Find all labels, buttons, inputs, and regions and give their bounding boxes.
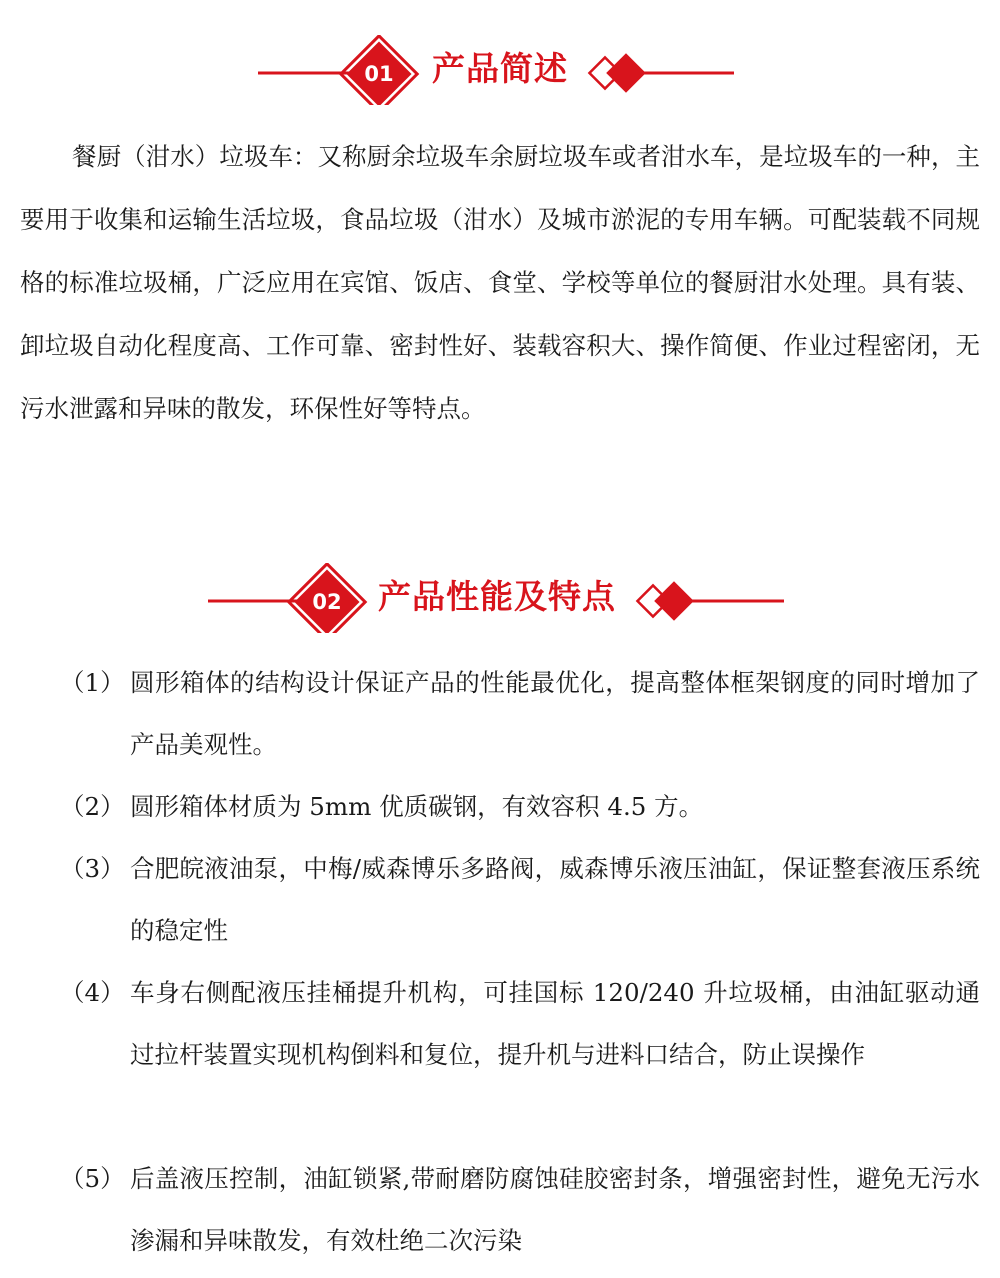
feature-number: （1） (60, 668, 125, 697)
section-number: 01 (364, 62, 394, 86)
section-header-1 (0, 35, 1000, 105)
feature-text: 合肥皖液油泵，中梅/威森博乐多路阀，威森博乐液压油缸，保证整套液压系统的稳定性 (130, 854, 980, 945)
feature-text: 车身右侧配液压挂桶提升机构，可挂国标 120/240 升垃圾桶，由油缸驱动通过拉杆装置实现机构倒料和复位，提升机与进料口结合，防止误操作 (130, 978, 980, 1069)
section-title: 产品简述 (432, 49, 568, 88)
feature-number: （3） (60, 854, 125, 883)
section-title: 产品性能及特点 (378, 577, 616, 616)
feature-number: （2） (60, 792, 125, 821)
intro-paragraph (20, 125, 980, 440)
feature-text: 圆形箱体材质为 5mm 优质碳钢，有效容积 4.5 方。 (130, 792, 704, 821)
section-number: 02 (312, 590, 342, 614)
feature-number: （4） (60, 978, 125, 1007)
feature-text: 后盖液压控制，油缸锁紧,带耐磨防腐蚀硅胶密封条，增强密封性，避免无污水渗漏和异味散发，有效杜绝二次污染 (130, 1164, 980, 1255)
feature-number: （5） (60, 1164, 125, 1193)
feature-text: 圆形箱体的结构设计保证产品的性能最优化，提高整体框架钢度的同时增加了产品美观性。 (130, 668, 980, 759)
header-small-diamond (606, 53, 646, 93)
intro-text: 餐厨（泔水）垃圾车：又称厨余垃圾车余厨垃圾车或者泔水车，是垃圾车的一种，主要用于收集和运输生活垃圾，食品垃圾（泔水）及城市淤泥的专用车辆。可配装载不同规格的标准垃圾桶，广泛应用在宾馆、饭店、食堂、学校等单位的餐厨泔水处理。具有装、卸垃圾自动化程度高、工作可靠、密封性好、装载容积大、操作简便、作业过程密闭，无污水泄露和异味的散发，环保性好等特点。 (20, 142, 980, 423)
header-small-diamond (654, 581, 694, 621)
section-header-2 (0, 563, 1000, 633)
